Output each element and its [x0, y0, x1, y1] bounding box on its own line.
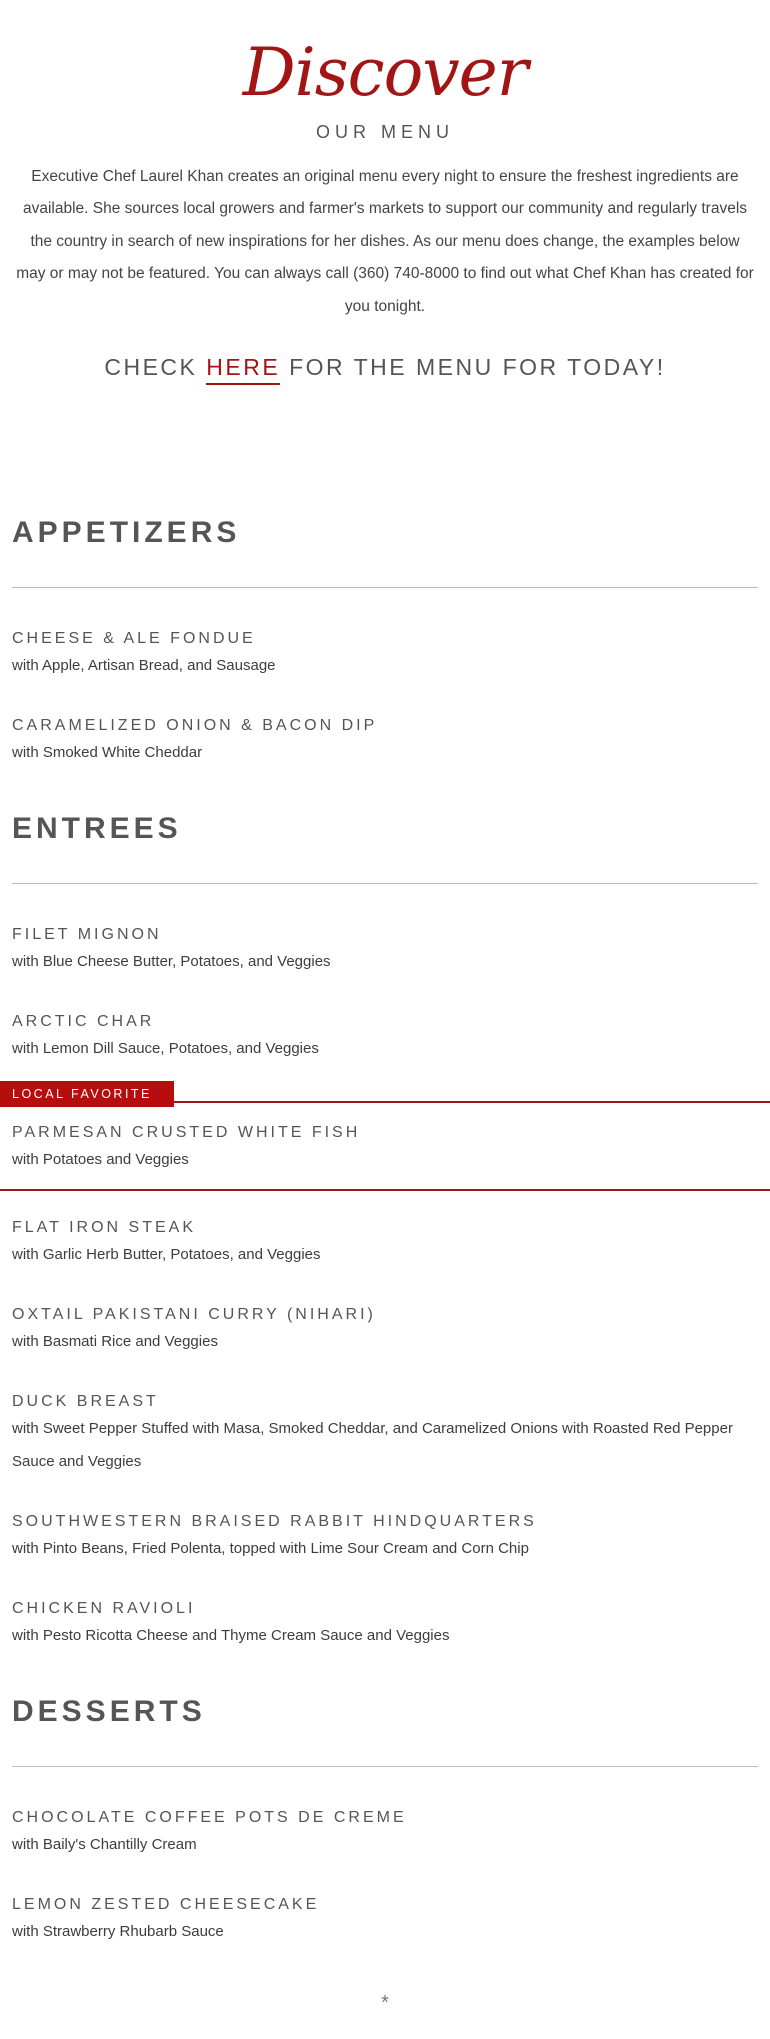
menu-item-name: CARAMELIZED ONION & BACON DIP — [12, 717, 378, 734]
menu-item-name: PARMESAN CRUSTED WHITE FISH — [12, 1124, 361, 1141]
desserts-divider — [12, 1766, 758, 1767]
entrees-section — [12, 814, 758, 844]
menu-item-name: CHEESE & ALE FONDUE — [12, 630, 256, 647]
menu-item-name: DUCK BREAST — [12, 1393, 159, 1410]
menu-item-description: with Baily's Chantilly Cream — [12, 1836, 197, 1853]
menu-item-description: with Strawberry Rhubarb Sauce — [12, 1923, 224, 1940]
todays-menu-link[interactable]: HERE — [206, 354, 280, 385]
menu-item-description: with Pinto Beans, Fried Polenta, topped with Lime Sour Cream and Corn Chip — [12, 1540, 529, 1557]
menu-item-name: OXTAIL PAKISTANI CURRY (NIHARI) — [12, 1306, 376, 1323]
entrees-heading: ENTREES — [12, 812, 182, 845]
menu-item-description: with Sweet Pepper Stuffed with Masa, Smoked Cheddar, and Caramelized Onions with Roasted Red Pepper Sauce and Veggies — [12, 1420, 733, 1470]
menu-item-name: FILET MIGNON — [12, 926, 162, 943]
local-favorite-badge: LOCAL FAVORITE — [0, 1081, 174, 1107]
entrees-divider — [12, 883, 758, 884]
menu-item-name: LEMON ZESTED CHEESECAKE — [12, 1896, 320, 1913]
menu-item-description: with Basmati Rice and Veggies — [12, 1333, 218, 1350]
menu-item-description: with Garlic Herb Butter, Potatoes, and Veggies — [12, 1246, 321, 1263]
menu-item-name: ARCTIC CHAR — [12, 1013, 155, 1030]
menu-item-description: with Pesto Ricotta Cheese and Thyme Cream Sauce and Veggies — [12, 1627, 450, 1644]
cta-prefix: CHECK — [104, 354, 207, 380]
cta-suffix: FOR THE MENU FOR TODAY! — [280, 354, 666, 380]
menu-item-name: CHOCOLATE COFFEE POTS DE CREME — [12, 1809, 407, 1826]
discover-script-title: Discover — [242, 34, 528, 111]
desserts-section — [12, 1697, 758, 1727]
todays-menu-callout — [0, 352, 770, 382]
menu-item-description: with Potatoes and Veggies — [12, 1151, 189, 1168]
chef-intro-paragraph: Executive Chef Laurel Khan creates an original menu every night to ensure the freshest ingredients are available. She sources local growers and farmer's markets to support our community and regularly travels the country in search of new inspirations for her dishes. As our menu does change, the examples below may or may not be featured. You can always call (360) 740-8000 to find out what Chef Khan has created for you tonight. — [16, 167, 754, 315]
menu-item-description: with Lemon Dill Sauce, Potatoes, and Veggies — [12, 1040, 319, 1057]
menu-item-description: with Apple, Artisan Bread, and Sausage — [12, 657, 276, 674]
appetizers-divider — [12, 587, 758, 588]
menu-item-name: FLAT IRON STEAK — [12, 1219, 196, 1236]
appetizers-section — [12, 518, 758, 548]
menu-item-name: CHICKEN RAVIOLI — [12, 1600, 196, 1617]
menu-item-description: with Smoked White Cheddar — [12, 744, 203, 761]
asterisk-ornament-icon: * — [381, 1992, 389, 2014]
our-menu-subtitle: OUR MENU — [316, 122, 454, 142]
desserts-heading: DESSERTS — [12, 1695, 206, 1728]
menu-item-name: SOUTHWESTERN BRAISED RABBIT HINDQUARTERS — [12, 1513, 537, 1530]
menu-item-description: with Blue Cheese Butter, Potatoes, and Veggies — [12, 953, 331, 970]
appetizers-heading: APPETIZERS — [12, 516, 241, 549]
